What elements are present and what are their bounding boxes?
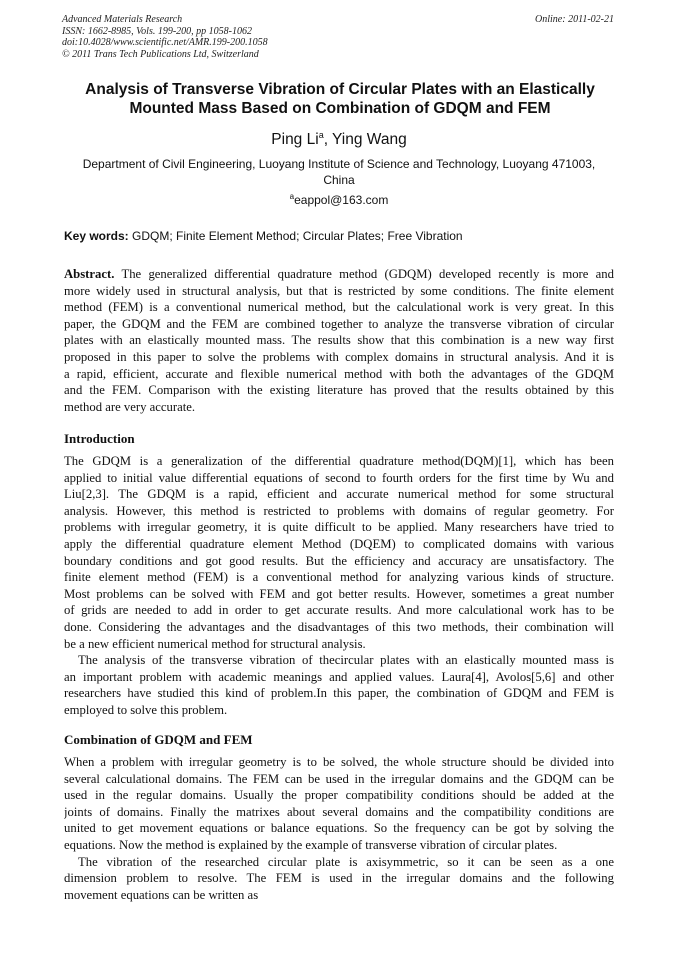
combination-line: united to get movement equations or balance equations. So the frequency can be got by solving the	[64, 821, 614, 836]
introduction-heading: Introduction	[64, 431, 135, 446]
author-separator: ,	[323, 131, 333, 148]
abstract-line: proposed in this paper to solve the problems with complex domains in structural analysis. And it is	[64, 349, 614, 364]
combination-heading: Combination of GDQM and FEM	[64, 732, 253, 747]
intro-line: analysis. However, this method is restricted to problems with domains of regular geometry. For	[64, 503, 614, 518]
keywords-label: Key words:	[64, 229, 129, 243]
affiliation-line-2: China	[323, 173, 355, 187]
keywords	[64, 229, 616, 243]
abstract-line: and the FEM. Comparison with the existing literature has proved that the results obtained by this	[64, 383, 614, 398]
author-1-affil-mark: a	[318, 129, 324, 140]
intro-line: of grids are needed to add in order to get accurate results. And more calculational work has to be	[64, 603, 614, 618]
doi-line: doi:10.4028/www.scientific.net/AMR.199-200.1058	[62, 37, 268, 49]
intro-line: problems with irregular geometry, it is quite difficult to be applied. Many researchers have tried to	[64, 520, 614, 535]
keywords-text: GDQM; Finite Element Method; Circular Plates; Free Vibration	[128, 229, 463, 243]
abstract-paragraph	[64, 266, 614, 415]
abstract-line: method (FEM) is a conventional numerical method, but the calculational work is very great. In this	[64, 300, 614, 315]
intro-line: Most problems can be solved with FEM and got better results. However, sometimes a great number	[64, 586, 614, 601]
combination-line: movement equations can be written as	[64, 887, 259, 902]
author-1: Ping Li	[271, 131, 319, 148]
intro-line: apply the differential quadrature element Method (DQEM) to complicated domains with various	[64, 536, 614, 551]
abstract-line: plates with an elastically mounted mass. The results show that this combination is a new way first	[64, 333, 614, 348]
intro-line: researchers have studied this kind of problem.In this paper, the combination of GDQM and FEM is	[64, 686, 614, 701]
introduction-paragraph	[64, 453, 614, 719]
combination-line: several calculational domains. The FEM can be used in the irregular domains and the GDQM can be	[64, 771, 614, 786]
combination-line: dimension problem to resolve. The FEM is used in the irregular domains and the following	[64, 871, 614, 886]
journal-header	[62, 14, 614, 60]
abstract-line: more widely used in structural analysis, but that is restricted by some conditions. The finite element	[64, 283, 614, 298]
abstract-line: paper, the GDQM and the FEM are combined together to analyze the transverse vibration of circular	[64, 316, 614, 331]
abstract-line: Abstract. The generalized differential quadrature method (GDQM) developed recently is more and	[64, 267, 614, 281]
email-mark: a	[289, 192, 295, 201]
email-address: eappol@163.com	[294, 193, 389, 207]
issn-line: ISSN: 1662-8985, Vols. 199-200, pp 1058-1062	[62, 25, 252, 37]
online-date: Online: 2011-02-21	[535, 14, 614, 25]
affiliation	[50, 156, 628, 188]
combination-line: When a problem with irregular geometry is to be solved, the whole structure should be divided into	[64, 755, 614, 769]
intro-line: an important problem with academic meanings and applied values. Laura[4], Avolos[5,6] and other	[64, 669, 614, 684]
intro-line: The GDQM is a generalization of the differential quadrature method(DQM)[1], which has been	[64, 454, 614, 468]
abstract-label: Abstract.	[64, 267, 115, 281]
affiliation-line-1: Department of Civil Engineering, Luoyang Institute of Science and Technology, Luoyang 471003,	[82, 157, 596, 171]
copyright-line: © 2011 Trans Tech Publications Ltd, Switzerland	[62, 48, 259, 60]
combination-line: used in the regular domains. Usually the proper compatibility conditions should be added at the	[64, 788, 614, 803]
intro-line: done. Considering the advantages and the disadvantages of this two methods, their combination will	[64, 619, 614, 634]
author-2: Ying Wang	[332, 131, 407, 148]
combination-line: The vibration of the researched circular plate is axisymmetric, so it can be seen as a one	[78, 854, 614, 869]
intro-line: boundary conditions and got good results. But the efficiency and accuracy are unsatisfactory. The	[64, 553, 614, 568]
title-line-1: Analysis of Transverse Vibration of Circular Plates with an Elastically	[85, 81, 595, 98]
combination-line: joints of domains. Finally the matrixes about several domains and the compatibility conditions are	[64, 804, 614, 819]
paper-title	[40, 80, 640, 118]
intro-line: The analysis of the transverse vibration of thecircular plates with an elastically mounted mass is	[78, 653, 614, 668]
author-email	[0, 193, 678, 207]
journal-name: Advanced Materials Research	[62, 14, 183, 25]
intro-line: applied to initial value differential equations of second to fourth orders for the first time by Wu and	[64, 470, 614, 485]
intro-line: be a new efficient numerical method for structural analysis.	[64, 636, 366, 651]
intro-line: finite element method (FEM) is a conventional method for analyzing various kinds of structure.	[64, 570, 614, 585]
intro-line: Liu[2,3]. The GDQM is a rapid, efficient and accurate numerical method for some structural	[64, 487, 614, 502]
intro-line: employed to solve this problem.	[64, 702, 228, 717]
abstract-line: a rapid, efficient, accurate and flexible numerical method with both the advantages of the GDQM	[64, 366, 614, 381]
abstract-line: method are very accurate.	[64, 399, 196, 414]
combination-paragraph	[64, 754, 614, 903]
author-list	[0, 131, 678, 149]
title-line-2: Mounted Mass Based on Combination of GDQM and FEM	[129, 100, 551, 117]
combination-line: equations. Now the method is explained by the example of transverse vibration of circular plates.	[64, 837, 558, 852]
